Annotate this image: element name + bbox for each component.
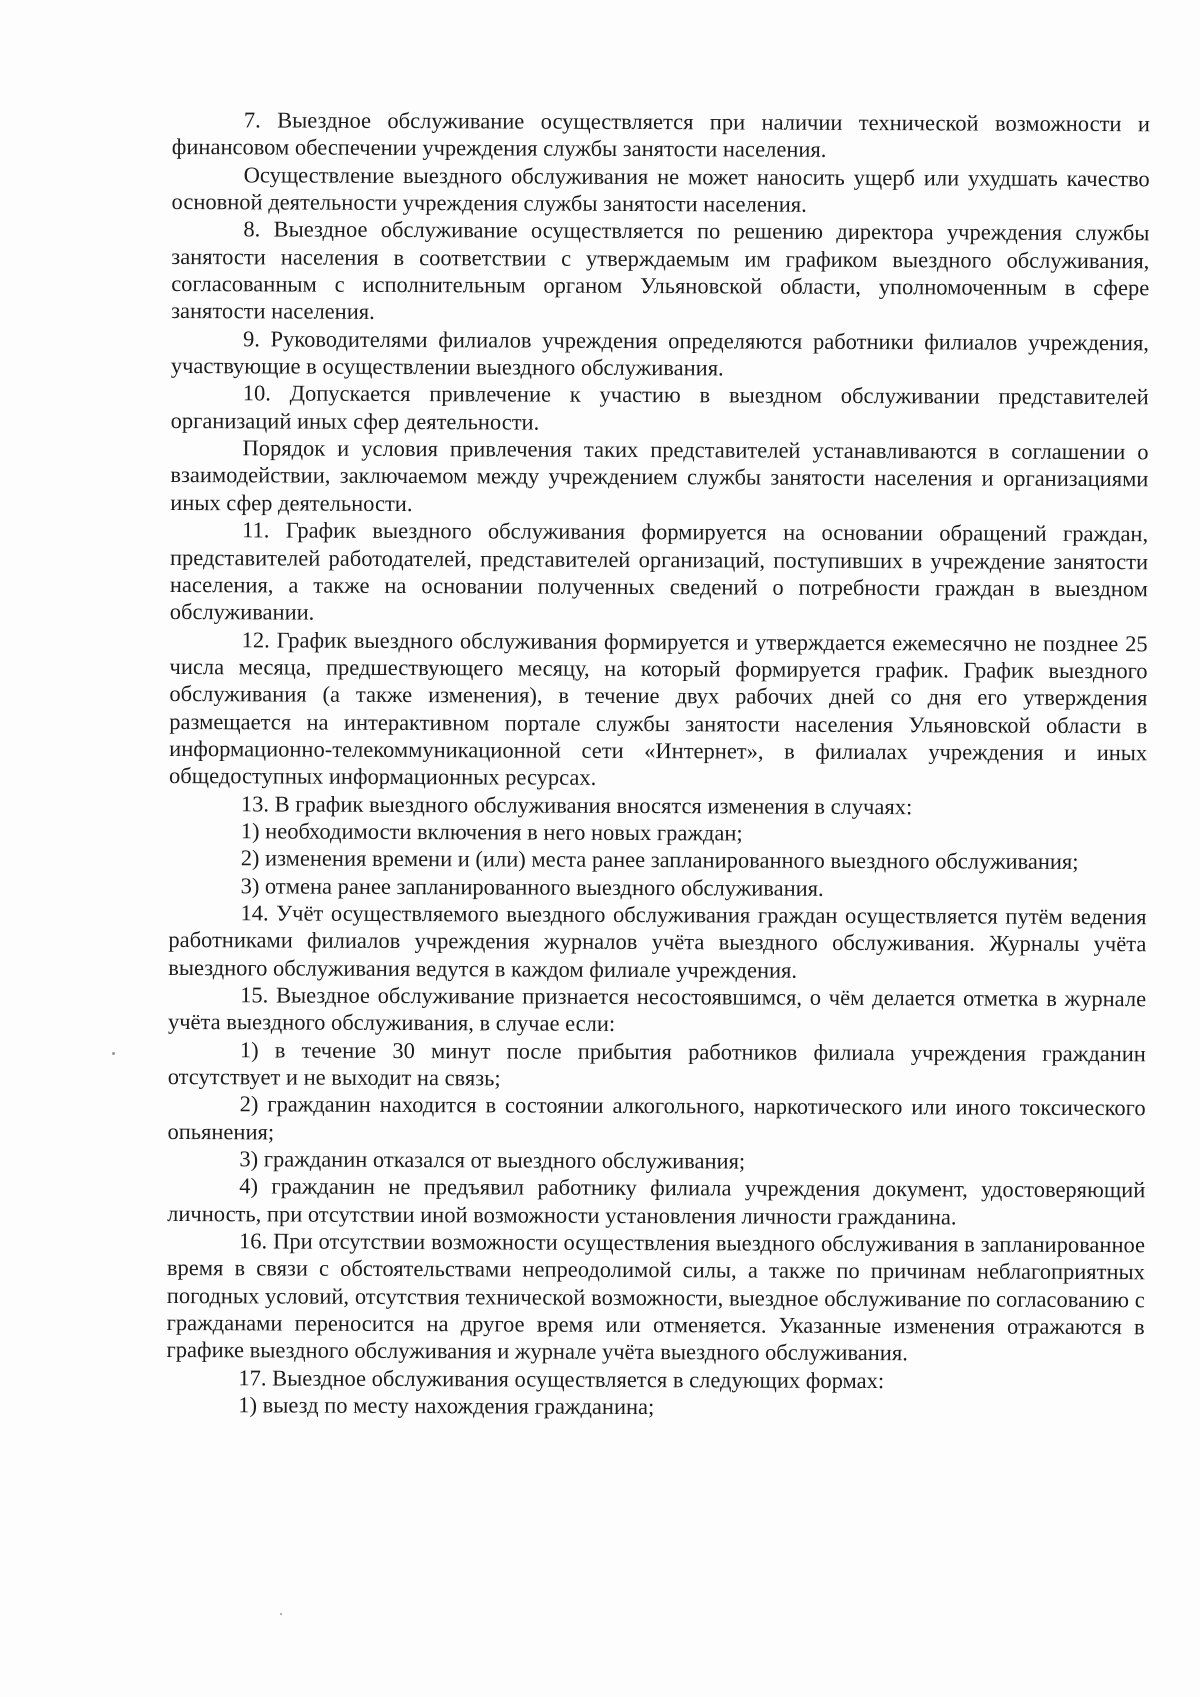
paragraph-7-note: Осуществление выездного обслуживания не может наносить ущерб или ухудшать качество основной деятельности учреждения службы занятости населения. — [171, 162, 1150, 217]
list-item-15-3: 3) гражданин отказался от выездного обслуживания; — [239, 1146, 746, 1174]
paragraph-7: 7. Выездное обслуживание осуществляется при наличии технической возможности и финансовом обеспечении учреждения службы занятости населения. — [171, 107, 1150, 163]
list-item-15-2: 2) гражданин находится в состоянии алкогольного, наркотического или иного токсического опьянения; — [167, 1091, 1146, 1145]
paragraph-17: 17. Выездное обслуживания осуществляется в следующих формах: — [238, 1365, 885, 1393]
document-body — [166, 106, 1150, 1423]
list-item-13-2: 2) изменения времени и (или) места ранее запланированного выездного обслуживания; — [240, 845, 1079, 875]
paragraph-12: 12. График выездного обслуживания формируется и утверждается ежемесячно не позднее 25 числа месяца, предшествующего месяцу, на который формируется график. График выездного обслуживания (а также изменения), в течение двух рабочих дней со дня его утверждения размещается на интерактивном портале службы занятости населения Ульяновской области в информационно-телекоммуникационной сети «Интернет», в филиалах учреждения и иных общедоступных информационных ресурсах. — [169, 626, 1148, 791]
paragraph-10-note: Порядок и условия привлечения таких представителей устанавливаются в соглашении о взаимодействии, заключаемом между учреждением службы занятости населения и организациями иных сфер деятельности. — [170, 435, 1149, 516]
paragraph-9: 9. Руководителями филиалов учреждения определяются работники филиалов учреждения, участвующие в осуществлении выездного обслуживания. — [170, 326, 1150, 381]
paragraph-15: 15. Выездное обслуживание признается несостоявшимся, о чём делается отметка в журнале учёта выездного обслуживания, в случае если: — [167, 982, 1147, 1037]
list-item-17-1: 1) выезд по месту нахождения гражданина; — [238, 1392, 655, 1420]
paragraph-10: 10. Допускается привлечение к участию в выездном обслуживании представителей организаций иных сфер деятельности. — [170, 380, 1149, 435]
list-item-15-4: 4) гражданин не предъявил работнику филиала учреждения документ, удостоверяющий личность, при отсутствии иной возможности установления личности гражданина. — [167, 1173, 1146, 1230]
paragraph-14: 14. Учёт осуществляемого выездного обслуживания граждан осуществляется путём ведения работниками филиалов учреждения журналов учёта выездного обслуживания. Журналы учёта выездного обслуживания ведутся в каждом филиале учреждения. — [168, 900, 1147, 983]
list-item-13-3: 3) отмена ранее запланированного выездного обслуживания. — [240, 872, 824, 901]
list-item-15-1: 1) в течение 30 минут после прибытия работников филиала учреждения гражданин отсутствует и не выходит на связь; — [167, 1036, 1146, 1091]
paragraph-8: 8. Выездное обслуживание осуществляется по решению директора учреждения службы занятости населения в соответствии с утверждаемым им графиком выездного обслуживания, согласованным с исполнительным органом Ульяновской области, уполномоченным в сфере занятости населения. — [171, 216, 1150, 325]
list-item-13-1: 1) необходимости включения в него новых граждан; — [240, 818, 743, 846]
scan-speck — [112, 1052, 115, 1055]
scan-speck — [280, 1613, 282, 1615]
paragraph-13: 13. В график выездного обслуживания вносятся изменения в случаях: — [240, 790, 913, 819]
paragraph-16: 16. При отсутствии возможности осуществления выездного обслуживания в запланированное время в связи с обстоятельствами непреодолимой силы, а также по причинам неблагоприятных погодных условий, отсутствия технической возможности, выездное обслуживание по согласованию с гражданами переносится на другое время или отменяется. Указанные изменения отражаются в графике выездного обслуживания и журнале учёта выездного обслуживания. — [166, 1228, 1146, 1366]
paragraph-11: 11. График выездного обслуживания формируется на основании обращений граждан, представителей работодателей, представителей организаций, поступивших в учреждение занятости населения, а также на основании полученных сведений о потребности граждан в выездном обслуживании. — [169, 517, 1149, 625]
